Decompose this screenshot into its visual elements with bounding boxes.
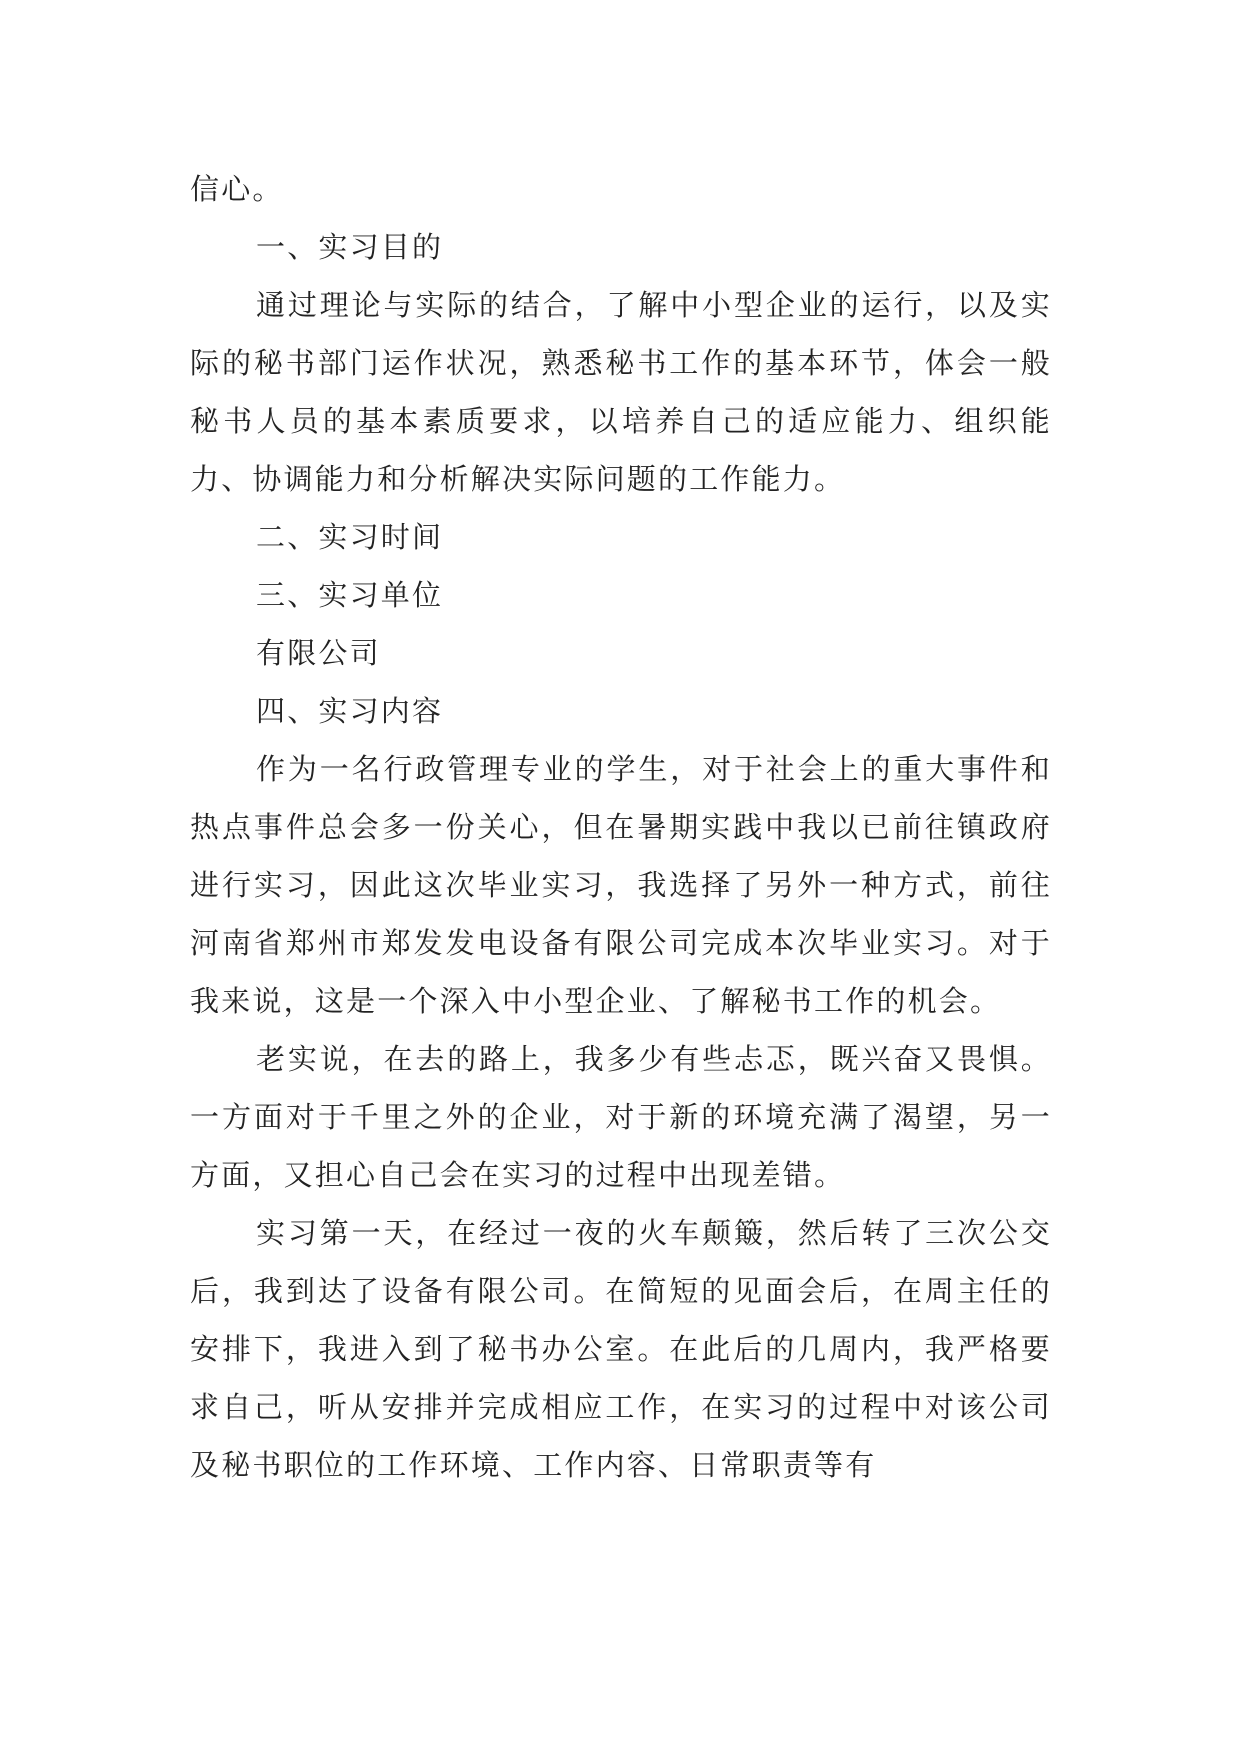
paragraph-content-intro: 作为一名行政管理专业的学生，对于社会上的重大事件和热点事件总会多一份关心，但在暑期实践中我以已前往镇政府进行实习，因此这次毕业实习，我选择了另外一种方式，前往河南省郑州市郑发发电设备有限公司完成本次毕业实习。对于我来说，这是一个深入中小型企业、了解秘书工作的机会。 <box>190 752 1052 1018</box>
heading-internship-unit: 三、实习单位 <box>256 578 444 612</box>
paragraph-unit: 有限公司 <box>256 636 381 670</box>
paragraph-purpose: 通过理论与实际的结合，了解中小型企业的运行，以及实际的秘书部门运作状况，熟悉秘书工作的基本环节，体会一般秘书人员的基本素质要求，以培养自己的适应能力、组织能力、协调能力和分析解决实际问题的工作能力。 <box>190 288 1052 496</box>
heading-internship-time: 二、实习时间 <box>256 520 444 554</box>
paragraph-feelings: 老实说，在去的路上，我多少有些忐忑，既兴奋又畏惧。一方面对于千里之外的企业，对于新的环境充满了渴望，另一方面，又担心自己会在实习的过程中出现差错。 <box>190 1042 1052 1192</box>
document-page <box>190 160 1052 1494</box>
paragraph-first-day: 实习第一天，在经过一夜的火车颠簸，然后转了三次公交后，我到达了设备有限公司。在简短的见面会后，在周主任的安排下，我进入到了秘书办公室。在此后的几周内，我严格要求自己，听从安排并完成相应工作，在实习的过程中对该公司及秘书职位的工作环境、工作内容、日常职责等有 <box>190 1216 1052 1482</box>
heading-internship-content: 四、实习内容 <box>256 694 444 728</box>
paragraph-continued: 信心。 <box>190 172 284 206</box>
heading-internship-purpose: 一、实习目的 <box>256 230 444 264</box>
